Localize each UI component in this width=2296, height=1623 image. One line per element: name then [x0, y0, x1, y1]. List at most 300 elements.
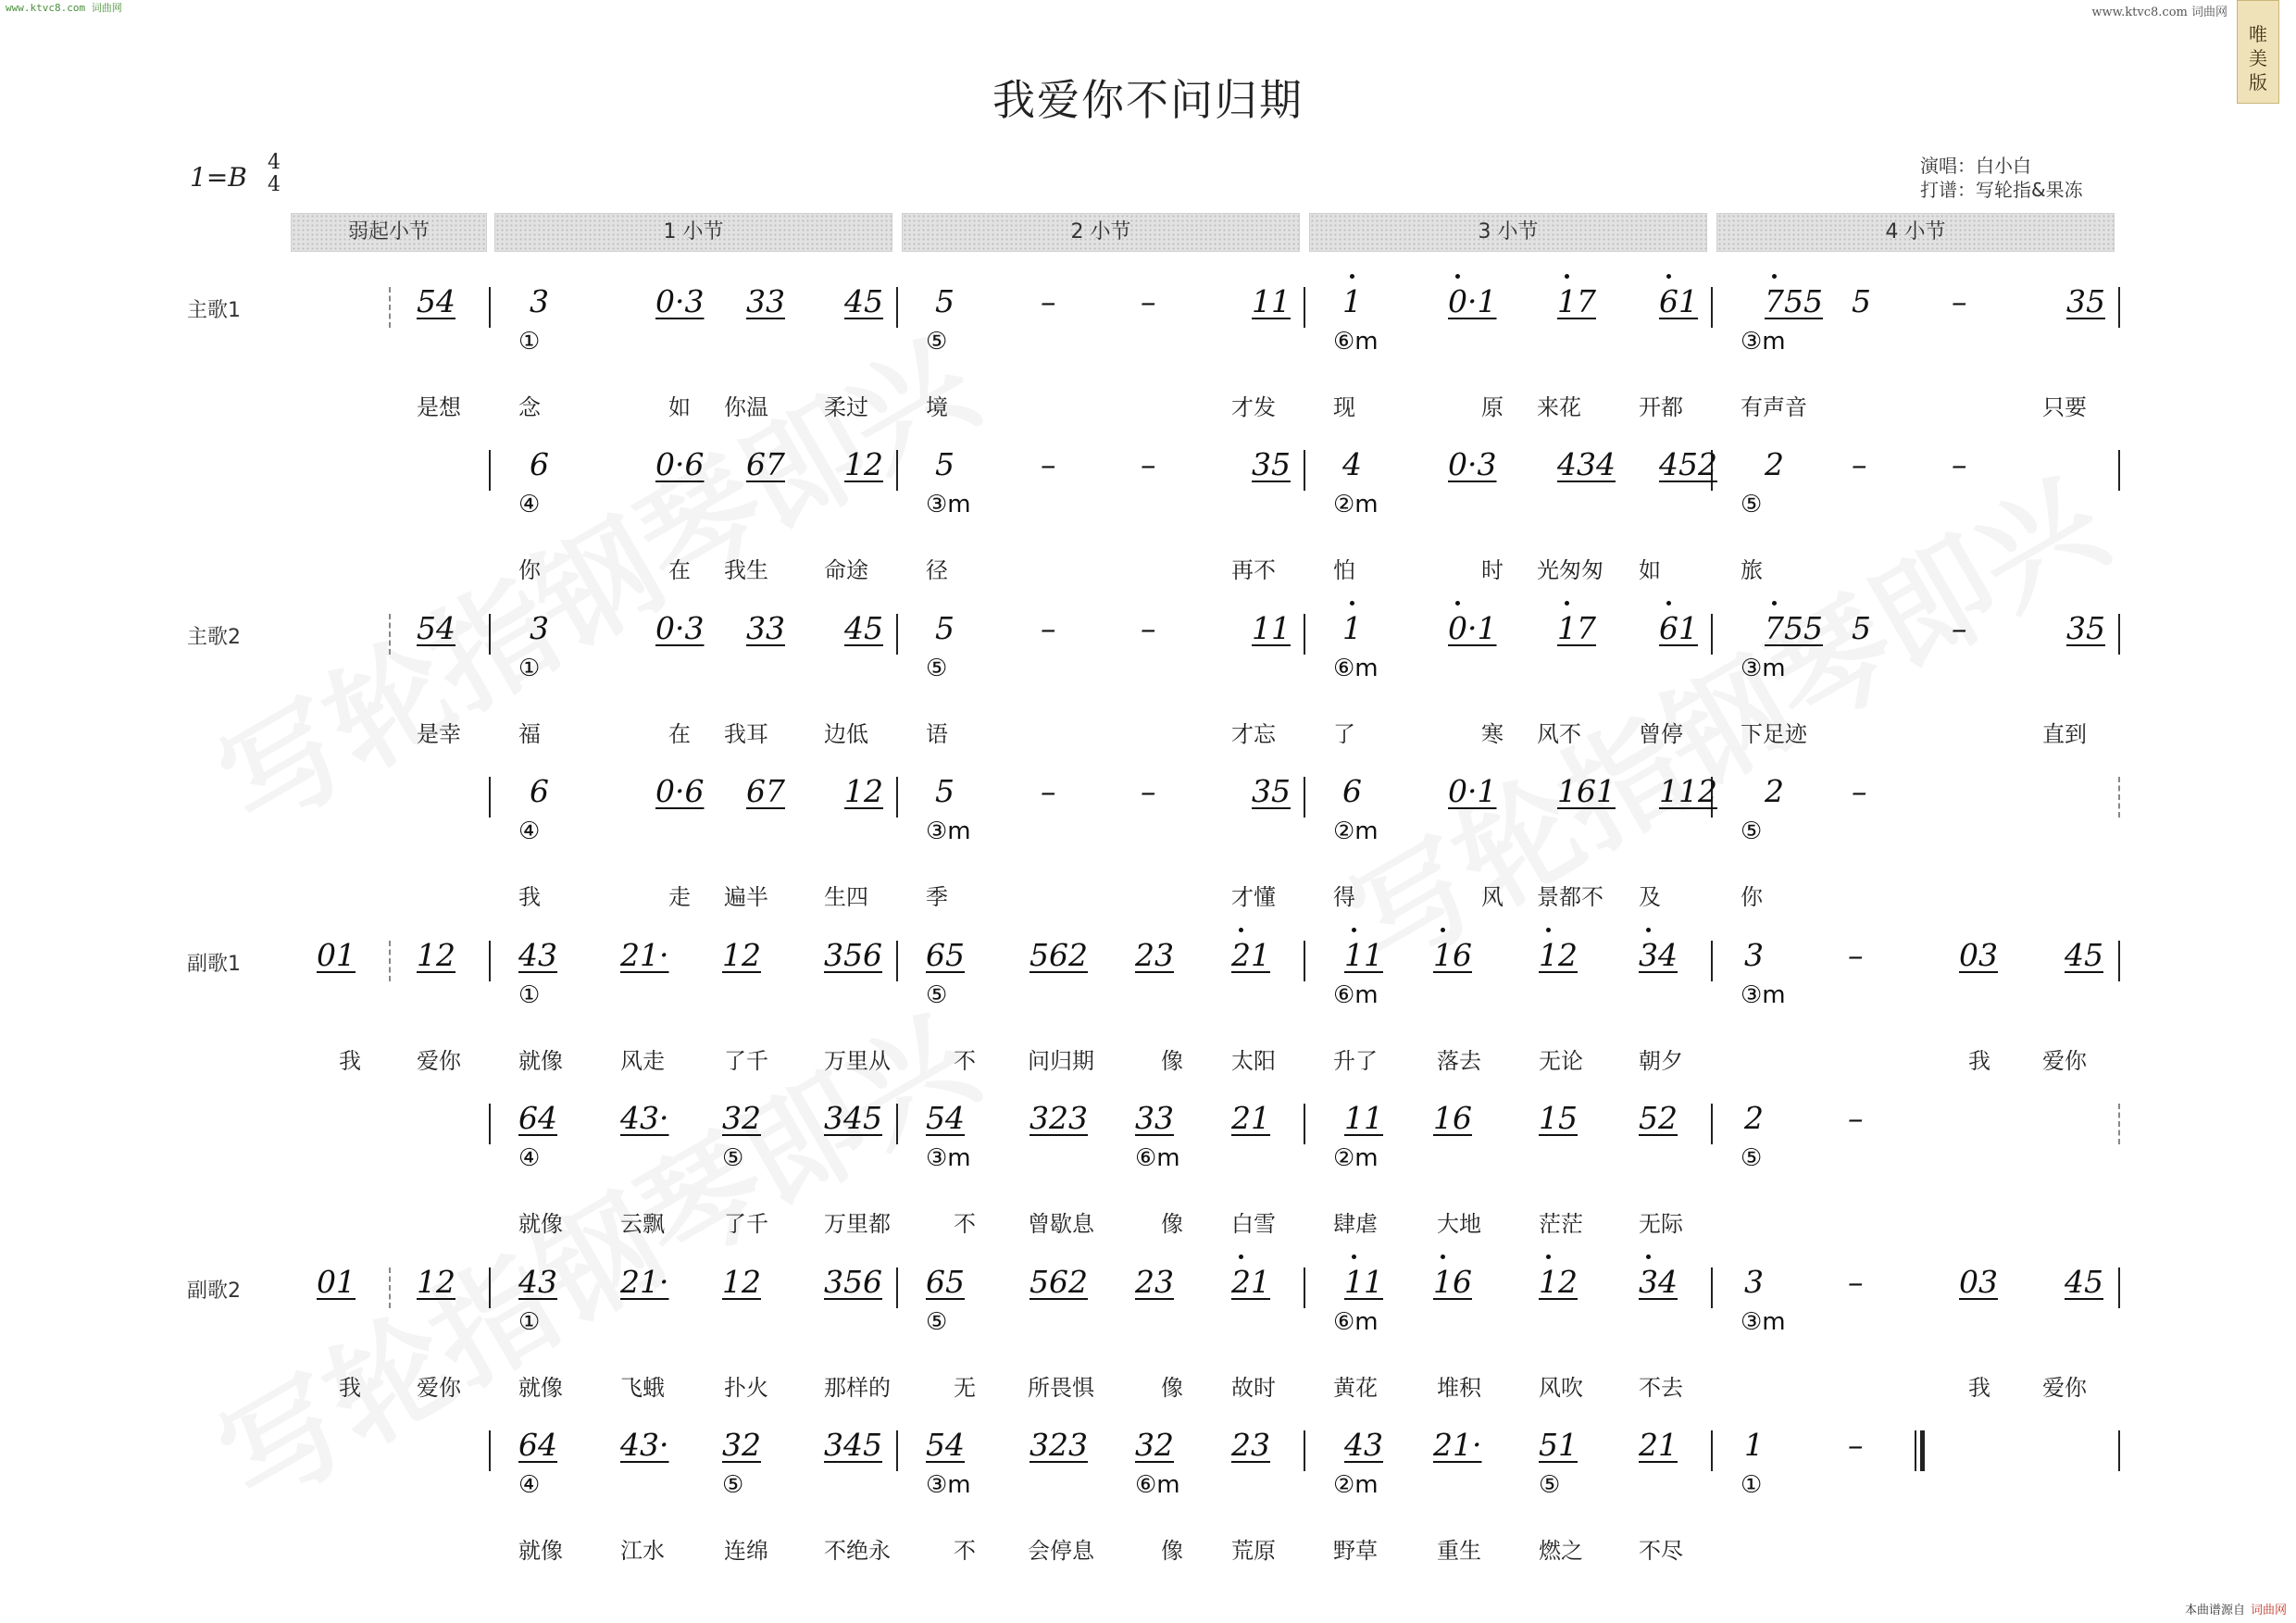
note-group: 0·1: [1448, 610, 1497, 646]
lyric: 有声音: [1741, 394, 1807, 420]
note-group: 0·6: [655, 773, 705, 809]
octave-dot: [1441, 1255, 1445, 1259]
note-group: 21·: [620, 1264, 669, 1300]
footer-source: [2185, 1600, 2287, 1617]
note-group: 67: [746, 773, 785, 809]
lyric: 了: [1333, 721, 1355, 747]
note-group: 34: [1639, 1264, 1678, 1300]
note-group: 11: [1344, 1100, 1383, 1136]
sustain-dash: –: [1141, 283, 1156, 319]
lyric: 爱你: [2042, 1048, 2087, 1074]
barline: [389, 614, 391, 655]
lyric: 旅: [1741, 557, 1763, 583]
octave-dot: [1239, 1255, 1243, 1259]
note-group: 54: [417, 283, 455, 319]
fingering-mark: ⑥m: [1333, 328, 1379, 356]
lyric: 扑火: [724, 1375, 768, 1401]
fingering-mark: ③m: [1741, 981, 1786, 1009]
note-group: 43·: [620, 1427, 669, 1463]
lyric: 就像: [518, 1048, 563, 1074]
lyric: 无论: [1539, 1048, 1583, 1074]
lyric: 所畏惧: [1028, 1375, 1094, 1401]
note-group: 12: [417, 937, 455, 973]
lyric: 我: [339, 1375, 361, 1401]
note-group: 23: [1231, 1427, 1270, 1463]
barline: [389, 941, 391, 981]
lyric: 原: [1481, 394, 1504, 420]
note-group: 0·1: [1448, 283, 1497, 319]
measure-header: 1 小节: [494, 213, 892, 252]
fingering-mark: ⑤: [722, 1471, 744, 1499]
note-group: 61: [1659, 283, 1698, 319]
note-group: 65: [926, 1264, 965, 1300]
note-group: 3: [1744, 1264, 1764, 1300]
octave-dot: [1646, 928, 1651, 932]
barline: [1304, 1104, 1305, 1144]
octave-dot: [1455, 274, 1460, 279]
fingering-mark: ⑤: [926, 655, 948, 682]
lyric: 福: [518, 721, 541, 747]
note-group: 6: [530, 446, 549, 482]
lyric: 我耳: [724, 721, 768, 747]
barline: [896, 1267, 898, 1308]
key-signature: 1=B: [190, 162, 247, 193]
barline: [489, 1267, 491, 1308]
note-group: 54: [926, 1427, 965, 1463]
note-group: 5: [935, 773, 955, 809]
sustain-dash: –: [1952, 446, 1967, 482]
note-group: 45: [844, 610, 883, 646]
final-barline: [1915, 1430, 1925, 1471]
octave-dot: [1352, 928, 1356, 932]
barline: [2118, 614, 2120, 655]
sustain-dash: –: [1848, 1427, 1864, 1463]
fingering-mark: ③m: [1741, 328, 1786, 356]
fingering-mark: ⑤: [1741, 491, 1763, 518]
note-group: 21·: [620, 937, 669, 973]
lyric: 我: [1968, 1375, 1990, 1401]
note-group: 562: [1029, 937, 1088, 973]
note-group: 16: [1433, 1100, 1472, 1136]
fingering-mark: ⑤: [926, 1308, 948, 1336]
barline: [1711, 1104, 1713, 1144]
barline: [1711, 1267, 1713, 1308]
barline: [489, 614, 491, 655]
note-group: 562: [1029, 1264, 1088, 1300]
lyric: 径: [926, 557, 948, 583]
lyric: 开都: [1639, 394, 1683, 420]
note-group: 2: [1765, 446, 1784, 482]
note-group: 2: [1765, 773, 1784, 809]
lyric: 野草: [1333, 1538, 1378, 1564]
lyric: 现: [1333, 394, 1355, 420]
lyric: 爱你: [2042, 1375, 2087, 1401]
time-sig-bottom: 4: [268, 173, 281, 196]
octave-dot: [1239, 928, 1243, 932]
fingering-mark: ①: [518, 981, 541, 1009]
lyric: 白雪: [1231, 1211, 1276, 1237]
lyric: 我: [1968, 1048, 1990, 1074]
octave-dot: [1565, 274, 1569, 279]
barline: [1304, 1430, 1305, 1471]
sustain-dash: –: [1041, 610, 1056, 646]
barline: [1304, 614, 1305, 655]
lyric: 荒原: [1231, 1538, 1276, 1564]
note-group: 45: [844, 283, 883, 319]
lyric: 才懂: [1231, 884, 1276, 910]
fingering-mark: ⑤: [1741, 818, 1763, 845]
barline: [2118, 941, 2120, 981]
note-group: 43: [1344, 1427, 1383, 1463]
note-group: 21: [1231, 1100, 1270, 1136]
octave-dot: [1546, 928, 1551, 932]
lyric: 是想: [417, 394, 461, 420]
note-group: 21: [1231, 1264, 1270, 1300]
lyric: 朝夕: [1639, 1048, 1683, 1074]
note-group: 12: [722, 937, 761, 973]
section-label: 副歌2: [187, 1280, 241, 1303]
fingering-mark: ⑥m: [1135, 1144, 1180, 1172]
barline: [896, 1104, 898, 1144]
note-group: 3: [530, 283, 549, 319]
note-group: 0·3: [655, 610, 705, 646]
octave-dot: [1772, 274, 1777, 279]
note-group: 5: [935, 283, 955, 319]
lyric: 得: [1333, 884, 1355, 910]
lyric: 不绝永: [824, 1538, 891, 1564]
sustain-dash: –: [1041, 283, 1056, 319]
octave-dot: [1441, 928, 1445, 932]
lyric: 在: [668, 721, 691, 747]
note-group: 1: [1744, 1427, 1764, 1463]
lyric: 风: [1481, 884, 1504, 910]
lyric: 境: [926, 394, 948, 420]
note-group: 0·1: [1448, 773, 1497, 809]
fingering-mark: ⑤: [1539, 1471, 1561, 1499]
barline: [489, 1430, 491, 1471]
note-group: 345: [824, 1427, 882, 1463]
badge-char: 版: [2249, 71, 2267, 94]
note-group: 452: [1659, 446, 1717, 482]
barline: [896, 941, 898, 981]
barline: [2118, 1267, 2120, 1308]
lyric: 曾停: [1639, 721, 1683, 747]
lyric: 命途: [824, 557, 868, 583]
note-group: 16: [1433, 937, 1472, 973]
barline: [1711, 287, 1713, 328]
lyric: 问归期: [1028, 1048, 1094, 1074]
note-group: 52: [1639, 1100, 1678, 1136]
octave-dot: [1666, 601, 1671, 606]
lyric: 就像: [518, 1211, 563, 1237]
barline: [896, 777, 898, 818]
note-group: 0·3: [655, 283, 705, 319]
lyric: 风吹: [1539, 1375, 1583, 1401]
fingering-mark: ③m: [1741, 655, 1786, 682]
sustain-dash: –: [1848, 937, 1864, 973]
fingering-mark: ⑤: [926, 328, 948, 356]
lyric: 时: [1481, 557, 1504, 583]
lyric: 寒: [1481, 721, 1504, 747]
sustain-dash: –: [1848, 1100, 1864, 1136]
barline: [2118, 1430, 2120, 1471]
lyric: 不: [954, 1211, 976, 1237]
note-group: 11: [1344, 937, 1383, 973]
lyric: 景都不: [1537, 884, 1603, 910]
lyric: 如: [1639, 557, 1661, 583]
fingering-mark: ①: [518, 1308, 541, 1336]
note-group: 43: [518, 1264, 557, 1300]
barline: [489, 287, 491, 328]
note-group: 35: [1252, 446, 1291, 482]
octave-dot: [1352, 1255, 1356, 1259]
note-group: 33: [746, 610, 785, 646]
measure-header: 4 小节: [1716, 213, 2115, 252]
lyric: 升了: [1333, 1048, 1378, 1074]
note-group: 6: [1342, 773, 1362, 809]
octave-dot: [1455, 601, 1460, 606]
lyric: 太阳: [1231, 1048, 1276, 1074]
barline: [896, 287, 898, 328]
lyric: 故时: [1231, 1375, 1276, 1401]
barline: [896, 450, 898, 491]
note-group: 21: [1231, 937, 1270, 973]
note-group: 345: [824, 1100, 882, 1136]
fingering-mark: ⑤: [1741, 1144, 1763, 1172]
lyric: 就像: [518, 1538, 563, 1564]
lyric: 风走: [620, 1048, 665, 1074]
note-group: 32: [1135, 1427, 1174, 1463]
note-group: 23: [1135, 937, 1174, 973]
octave-dot: [1546, 1255, 1551, 1259]
lyric: 你: [518, 557, 541, 583]
lyric: 就像: [518, 1375, 563, 1401]
lyric: 无: [954, 1375, 976, 1401]
lyric: 再不: [1231, 557, 1276, 583]
lyric: 念: [518, 394, 541, 420]
sustain-dash: –: [1141, 773, 1156, 809]
sustain-dash: –: [1952, 610, 1967, 646]
sustain-dash: –: [1141, 446, 1156, 482]
barline: [1304, 287, 1305, 328]
note-group: 15: [1539, 1100, 1578, 1136]
section-label: 主歌1: [187, 299, 241, 322]
note-group: 21·: [1433, 1427, 1482, 1463]
note-group: 51: [1539, 1427, 1578, 1463]
note-group: 12: [417, 1264, 455, 1300]
section-label: 副歌1: [187, 953, 241, 976]
lyric: 走: [668, 884, 691, 910]
lyric: 风不: [1537, 721, 1581, 747]
lyric: 不: [954, 1048, 976, 1074]
note-group: 5: [1852, 283, 1871, 319]
section-label: 主歌2: [187, 626, 241, 649]
arranger-credit: 打谱：写轮指&果冻: [1920, 179, 2083, 201]
barline: [1304, 941, 1305, 981]
note-group: 54: [417, 610, 455, 646]
lyric: 不: [954, 1538, 976, 1564]
fingering-mark: ③m: [926, 1144, 971, 1172]
lyric: 才发: [1231, 394, 1276, 420]
fingering-mark: ①: [1741, 1471, 1763, 1499]
barline: [2118, 1104, 2120, 1144]
octave-dot: [1666, 274, 1671, 279]
lyric: 下足迹: [1741, 721, 1807, 747]
note-group: 3: [530, 610, 549, 646]
footer-text: 本曲谱源自: [2184, 1604, 2245, 1617]
lyric: 在: [668, 557, 691, 583]
lyric: 只要: [2042, 394, 2087, 420]
lyric: 肆虐: [1333, 1211, 1378, 1237]
note-group: 17: [1557, 610, 1596, 646]
barline: [489, 941, 491, 981]
note-group: 0·3: [1448, 446, 1497, 482]
note-group: 12: [722, 1264, 761, 1300]
barline: [1304, 1267, 1305, 1308]
note-group: 61: [1659, 610, 1698, 646]
fingering-mark: ③m: [926, 1471, 971, 1499]
note-group: 11: [1252, 283, 1291, 319]
fingering-mark: ⑥m: [1333, 981, 1379, 1009]
lyric: 曾歇息: [1028, 1211, 1094, 1237]
lyric: 大地: [1437, 1211, 1481, 1237]
note-group: 33: [1135, 1100, 1174, 1136]
note-group: 65: [926, 937, 965, 973]
fingering-mark: ⑤: [722, 1144, 744, 1172]
sustain-dash: –: [1041, 773, 1056, 809]
note-group: 54: [926, 1100, 965, 1136]
note-group: 35: [2066, 610, 2105, 646]
lyric: 那样的: [824, 1375, 891, 1401]
note-group: 35: [1252, 773, 1291, 809]
fingering-mark: ②m: [1333, 1144, 1379, 1172]
lyric: 飞蛾: [620, 1375, 665, 1401]
song-title: 我爱你不问归期: [992, 75, 1304, 125]
lyric: 了千: [724, 1211, 768, 1237]
lyric: 季: [926, 884, 948, 910]
lyric: 像: [1161, 1211, 1183, 1237]
fingering-mark: ③m: [926, 491, 971, 518]
fingering-mark: ③m: [1741, 1308, 1786, 1336]
lyric: 万里都: [824, 1211, 891, 1237]
octave-dot: [1350, 274, 1354, 279]
note-group: 17: [1557, 283, 1596, 319]
lyric: 了千: [724, 1048, 768, 1074]
fingering-mark: ②m: [1333, 491, 1379, 518]
barline: [389, 287, 391, 328]
time-sig-top: 4: [268, 151, 281, 174]
fingering-mark: ②m: [1333, 818, 1379, 845]
note-group: 64: [518, 1100, 557, 1136]
note-group: 03: [1959, 937, 1998, 973]
lyric: 你: [1741, 884, 1763, 910]
note-group: 5: [935, 610, 955, 646]
sustain-dash: –: [1141, 610, 1156, 646]
sustain-dash: –: [1848, 1264, 1864, 1300]
sustain-dash: –: [1041, 446, 1056, 482]
lyric: 黄花: [1333, 1375, 1378, 1401]
lyric: 堆积: [1437, 1375, 1481, 1401]
lyric: 燃之: [1539, 1538, 1583, 1564]
note-group: 01: [317, 1264, 356, 1300]
lyric: 是幸: [417, 721, 461, 747]
lyric: 柔过: [824, 394, 868, 420]
note-group: 6: [530, 773, 549, 809]
note-group: 32: [722, 1427, 761, 1463]
fingering-mark: ④: [518, 1144, 541, 1172]
lyric: 重生: [1437, 1538, 1481, 1564]
note-group: 755: [1765, 610, 1823, 646]
octave-dot: [1646, 1255, 1651, 1259]
sustain-dash: –: [1952, 283, 1967, 319]
fingering-mark: ①: [518, 328, 541, 356]
lyric: 才忘: [1231, 721, 1276, 747]
note-group: 45: [2065, 937, 2103, 973]
lyric: 直到: [2042, 721, 2087, 747]
lyric: 云飘: [620, 1211, 665, 1237]
lyric: 我: [339, 1048, 361, 1074]
note-group: 1: [1342, 610, 1362, 646]
measure-header: 3 小节: [1309, 213, 1707, 252]
lyric: 会停息: [1028, 1538, 1094, 1564]
note-group: 64: [518, 1427, 557, 1463]
barline: [1711, 614, 1713, 655]
note-group: 2: [1744, 1100, 1764, 1136]
barline: [2118, 287, 2120, 328]
note-group: 01: [317, 937, 356, 973]
site-url-left[interactable]: www.ktvc8.com 词曲网: [6, 2, 122, 14]
site-url-right[interactable]: www.ktvc8.com 词曲网: [2091, 6, 2227, 19]
note-group: 11: [1344, 1264, 1383, 1300]
note-group: 16: [1433, 1264, 1472, 1300]
measure-header: 弱起小节: [291, 213, 487, 252]
fingering-mark: ⑥m: [1333, 1308, 1379, 1336]
fingering-mark: ④: [518, 491, 541, 518]
lyric: 你温: [724, 394, 768, 420]
note-group: 33: [746, 283, 785, 319]
note-group: 323: [1029, 1427, 1088, 1463]
note-group: 5: [1852, 610, 1871, 646]
lyric: 来花: [1537, 394, 1581, 420]
barline: [1711, 941, 1713, 981]
octave-dot: [1772, 601, 1777, 606]
footer-brand[interactable]: 词曲网: [2250, 1604, 2287, 1617]
lyric: 不尽: [1639, 1538, 1683, 1564]
barline: [896, 1430, 898, 1471]
note-group: 12: [1539, 937, 1578, 973]
lyric: 爱你: [417, 1375, 461, 1401]
lyric: 及: [1639, 884, 1661, 910]
note-group: 32: [722, 1100, 761, 1136]
lyric: 遍半: [724, 884, 768, 910]
barline: [1304, 777, 1305, 818]
note-group: 03: [1959, 1264, 1998, 1300]
fingering-mark: ②m: [1333, 1471, 1379, 1499]
singer-credit: 演唱：白小白: [1920, 155, 2031, 177]
lyric: 落去: [1437, 1048, 1481, 1074]
note-group: 161: [1557, 773, 1616, 809]
note-group: 323: [1029, 1100, 1088, 1136]
note-group: 3: [1744, 937, 1764, 973]
fingering-mark: ⑥m: [1333, 655, 1379, 682]
lyric: 如: [668, 394, 691, 420]
fingering-mark: ③m: [926, 818, 971, 845]
note-group: 35: [2066, 283, 2105, 319]
lyric: 语: [926, 721, 948, 747]
lyric: 生四: [824, 884, 868, 910]
note-group: 43: [518, 937, 557, 973]
measure-header: 2 小节: [902, 213, 1300, 252]
